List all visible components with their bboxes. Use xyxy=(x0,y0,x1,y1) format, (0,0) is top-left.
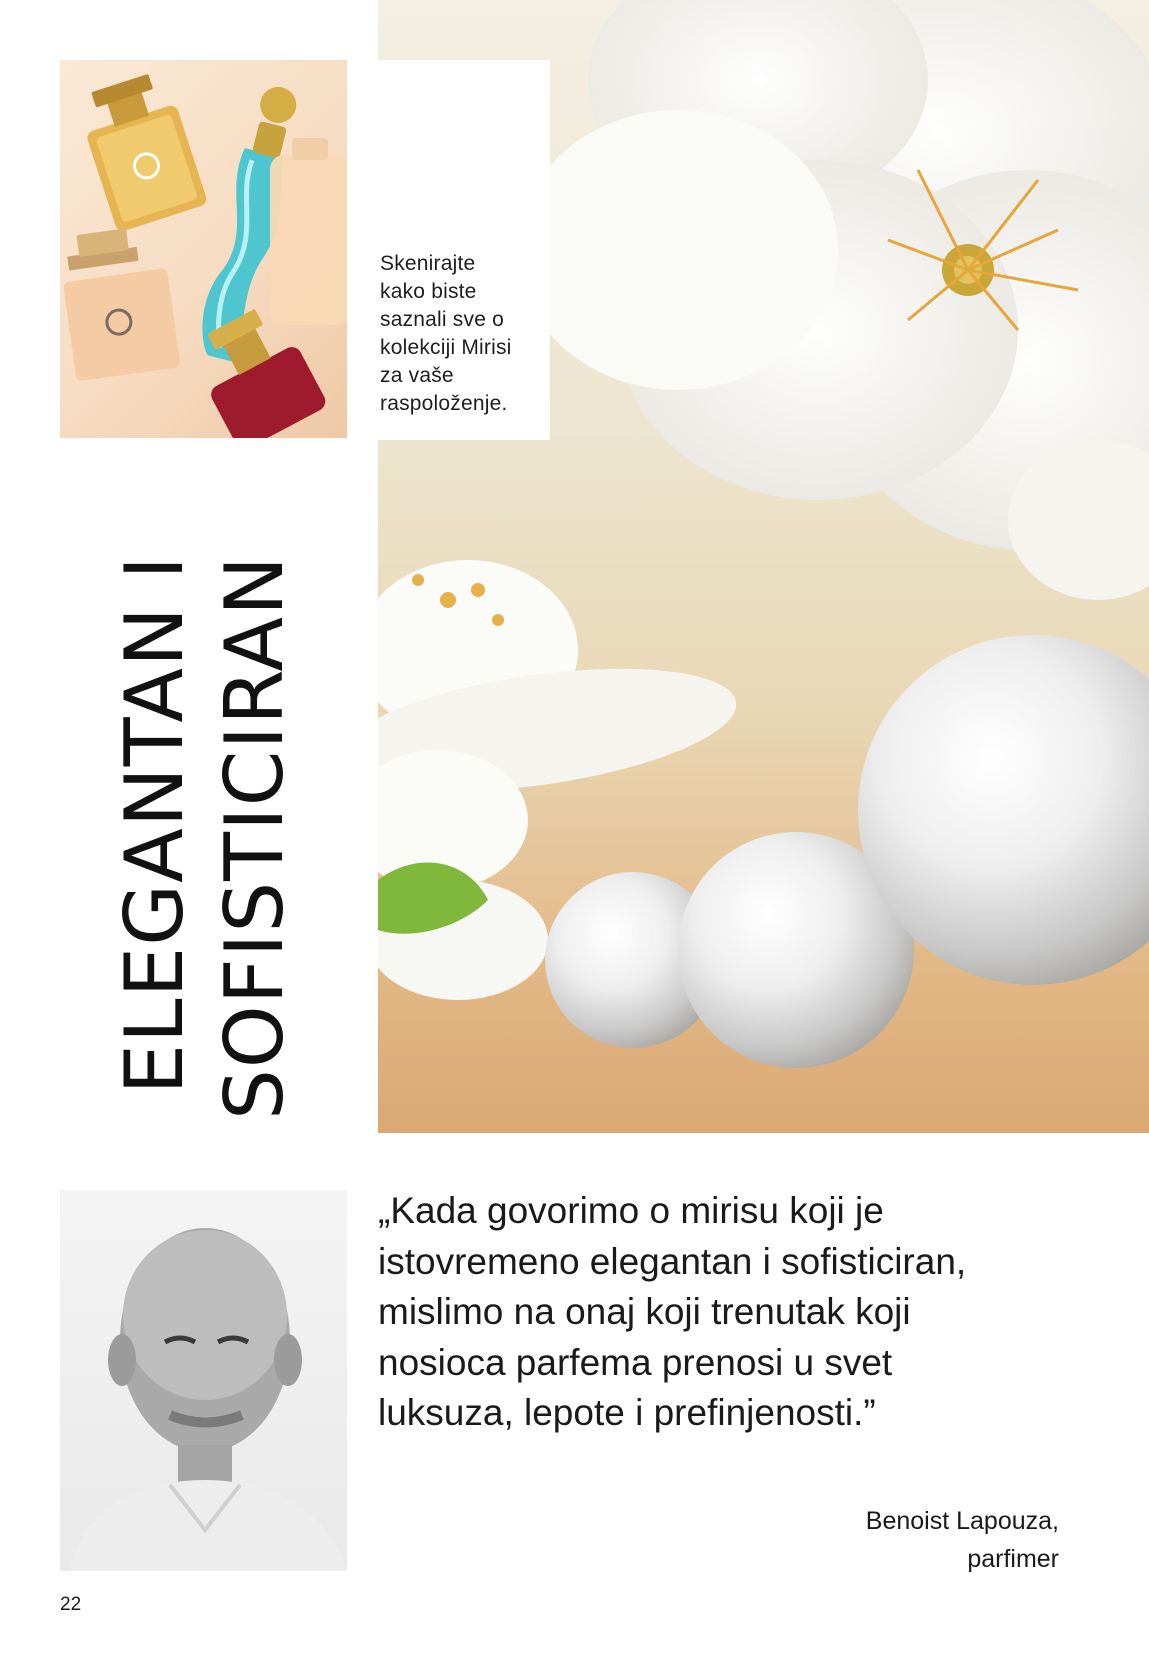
vertical-headline xyxy=(105,555,301,1135)
scan-line: za vaše xyxy=(380,364,454,387)
headline-line-2: SOFISTICIRAN xyxy=(208,555,301,1120)
perfumer-portrait xyxy=(60,1190,347,1571)
quote-line: mislimo na onaj koji trenutak koji xyxy=(378,1291,911,1332)
scan-line: raspoloženje. xyxy=(380,392,508,415)
page-number: 22 xyxy=(60,1594,82,1615)
scan-line: kako biste xyxy=(380,280,477,303)
perfume-bottles-illustration xyxy=(60,60,347,438)
portrait-illustration xyxy=(60,1190,347,1571)
scan-instructions-text xyxy=(380,250,540,418)
scan-line: saznali sve o xyxy=(380,308,504,331)
perfumer-quote xyxy=(378,1186,1098,1439)
author-role: parfimer xyxy=(967,1545,1059,1573)
author-name: Benoist Lapouza, xyxy=(865,1507,1059,1535)
quote-attribution xyxy=(866,1502,1059,1578)
perfume-bottles-photo xyxy=(60,60,347,438)
quote-line: „Kada govorimo o mirisu koji je xyxy=(378,1190,884,1231)
quote-line: nosioca parfema prenosi u svet xyxy=(378,1341,893,1383)
quote-line: luksuza, lepote i prefinjenosti.” xyxy=(378,1392,876,1433)
quote-line: istovremeno elegantan i sofisticiran, xyxy=(378,1240,967,1282)
scan-line: kolekciji Mirisi xyxy=(380,336,512,359)
headline-line-1: ELEGANTAN I xyxy=(108,555,201,1095)
scan-line: Skenirajte xyxy=(380,252,476,275)
headline-text xyxy=(105,555,301,1135)
